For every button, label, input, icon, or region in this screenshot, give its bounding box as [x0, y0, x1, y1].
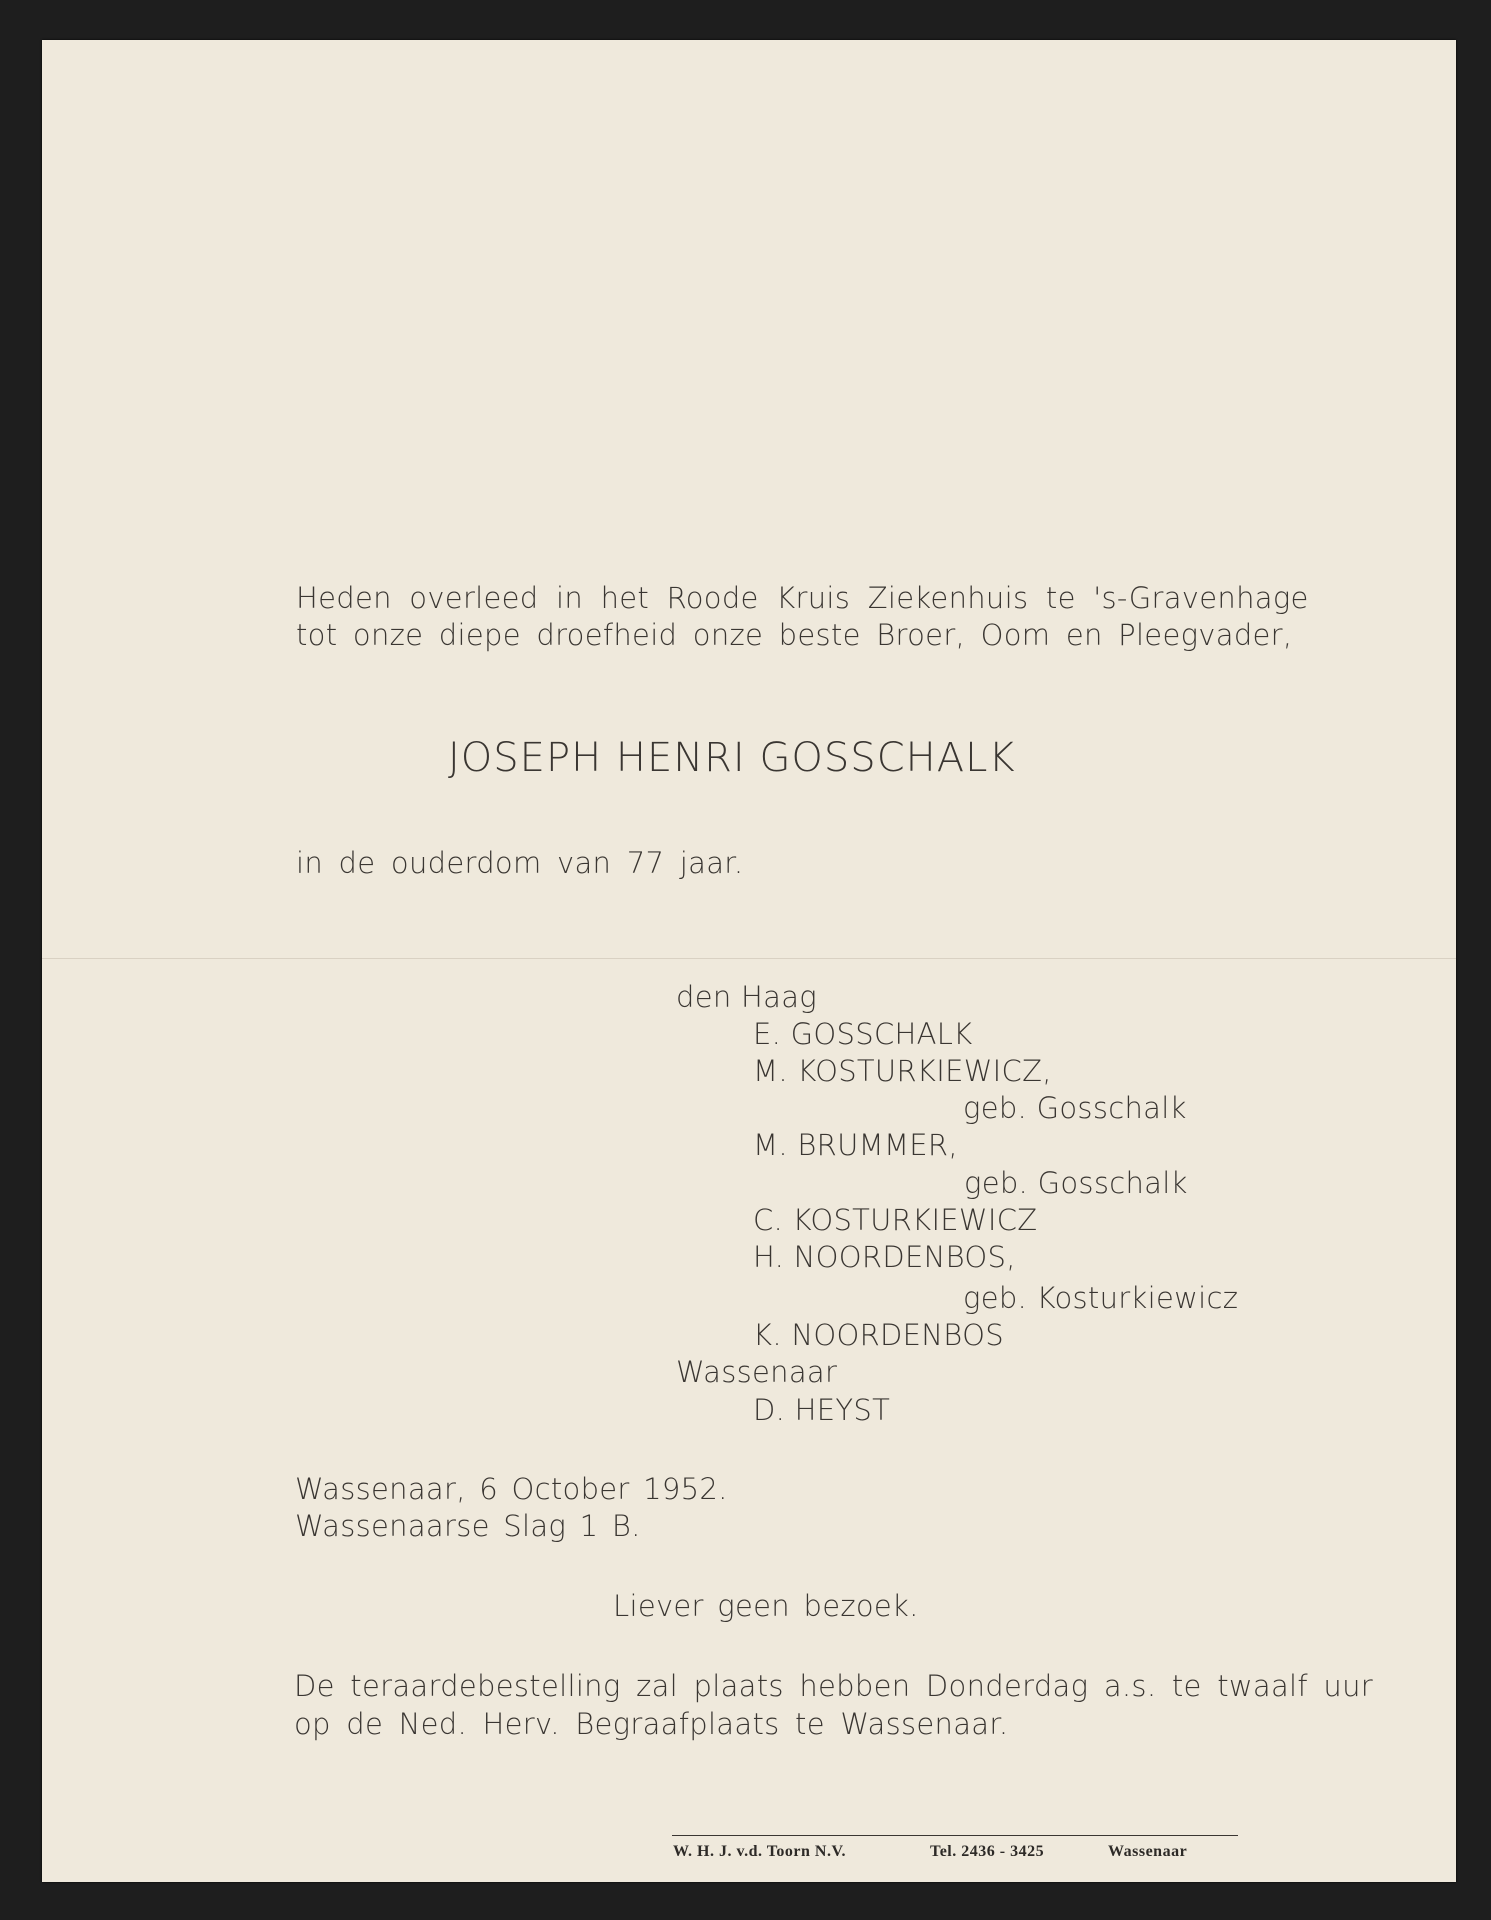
- announcement-line-2: tot onze diepe droefheid onze beste Broer, Oom en Pleegvader,: [296, 618, 1293, 652]
- deceased-name: JOSEPH HENRI GOSSCHALK: [448, 735, 1016, 781]
- fold-line: [42, 958, 1456, 959]
- relative-name: K. NOORDENBOS: [753, 1318, 1004, 1352]
- relative-name: M. KOSTURKIEWICZ,: [753, 1054, 1052, 1088]
- funeral-line-1: De teraardebestelling zal plaats hebben Donderdag a.s. te twaalf uur: [294, 1669, 1374, 1703]
- printer-rule: [672, 1835, 1238, 1836]
- printer-name: W. H. J. v.d. Toorn N.V.: [673, 1843, 846, 1860]
- announcement-line-1: Heden overleed in het Roode Kruis Ziekenhuis te 's-Gravenhage: [296, 581, 1309, 615]
- relative-name: C. KOSTURKIEWICZ: [753, 1203, 1038, 1237]
- street-line: Wassenaarse Slag 1 B.: [295, 1509, 641, 1543]
- relative-name: D. HEYST: [753, 1393, 891, 1427]
- relatives-place-den-haag: den Haag: [676, 980, 817, 1014]
- mourning-card: [42, 40, 1456, 1882]
- age-line: in de ouderdom van 77 jaar.: [296, 846, 744, 880]
- relative-maiden-name: geb. Gosschalk: [963, 1091, 1187, 1125]
- relatives-place-wassenaar: Wassenaar: [676, 1355, 838, 1389]
- relative-maiden-name: geb. Kosturkiewicz: [963, 1281, 1239, 1315]
- relative-name: E. GOSSCHALK: [753, 1017, 973, 1051]
- relative-name: H. NOORDENBOS,: [753, 1240, 1016, 1274]
- printer-phone: Tel. 2436 - 3425: [930, 1843, 1045, 1860]
- no-visits-notice: Liever geen bezoek.: [613, 1589, 919, 1623]
- relative-maiden-name: geb. Gosschalk: [964, 1166, 1188, 1200]
- funeral-line-2: op de Ned. Herv. Begraafplaats te Wassenaar.: [294, 1707, 1009, 1741]
- printer-city: Wassenaar: [1108, 1843, 1188, 1860]
- relative-name: M. BRUMMER,: [753, 1128, 958, 1162]
- date-line: Wassenaar, 6 October 1952.: [295, 1472, 728, 1506]
